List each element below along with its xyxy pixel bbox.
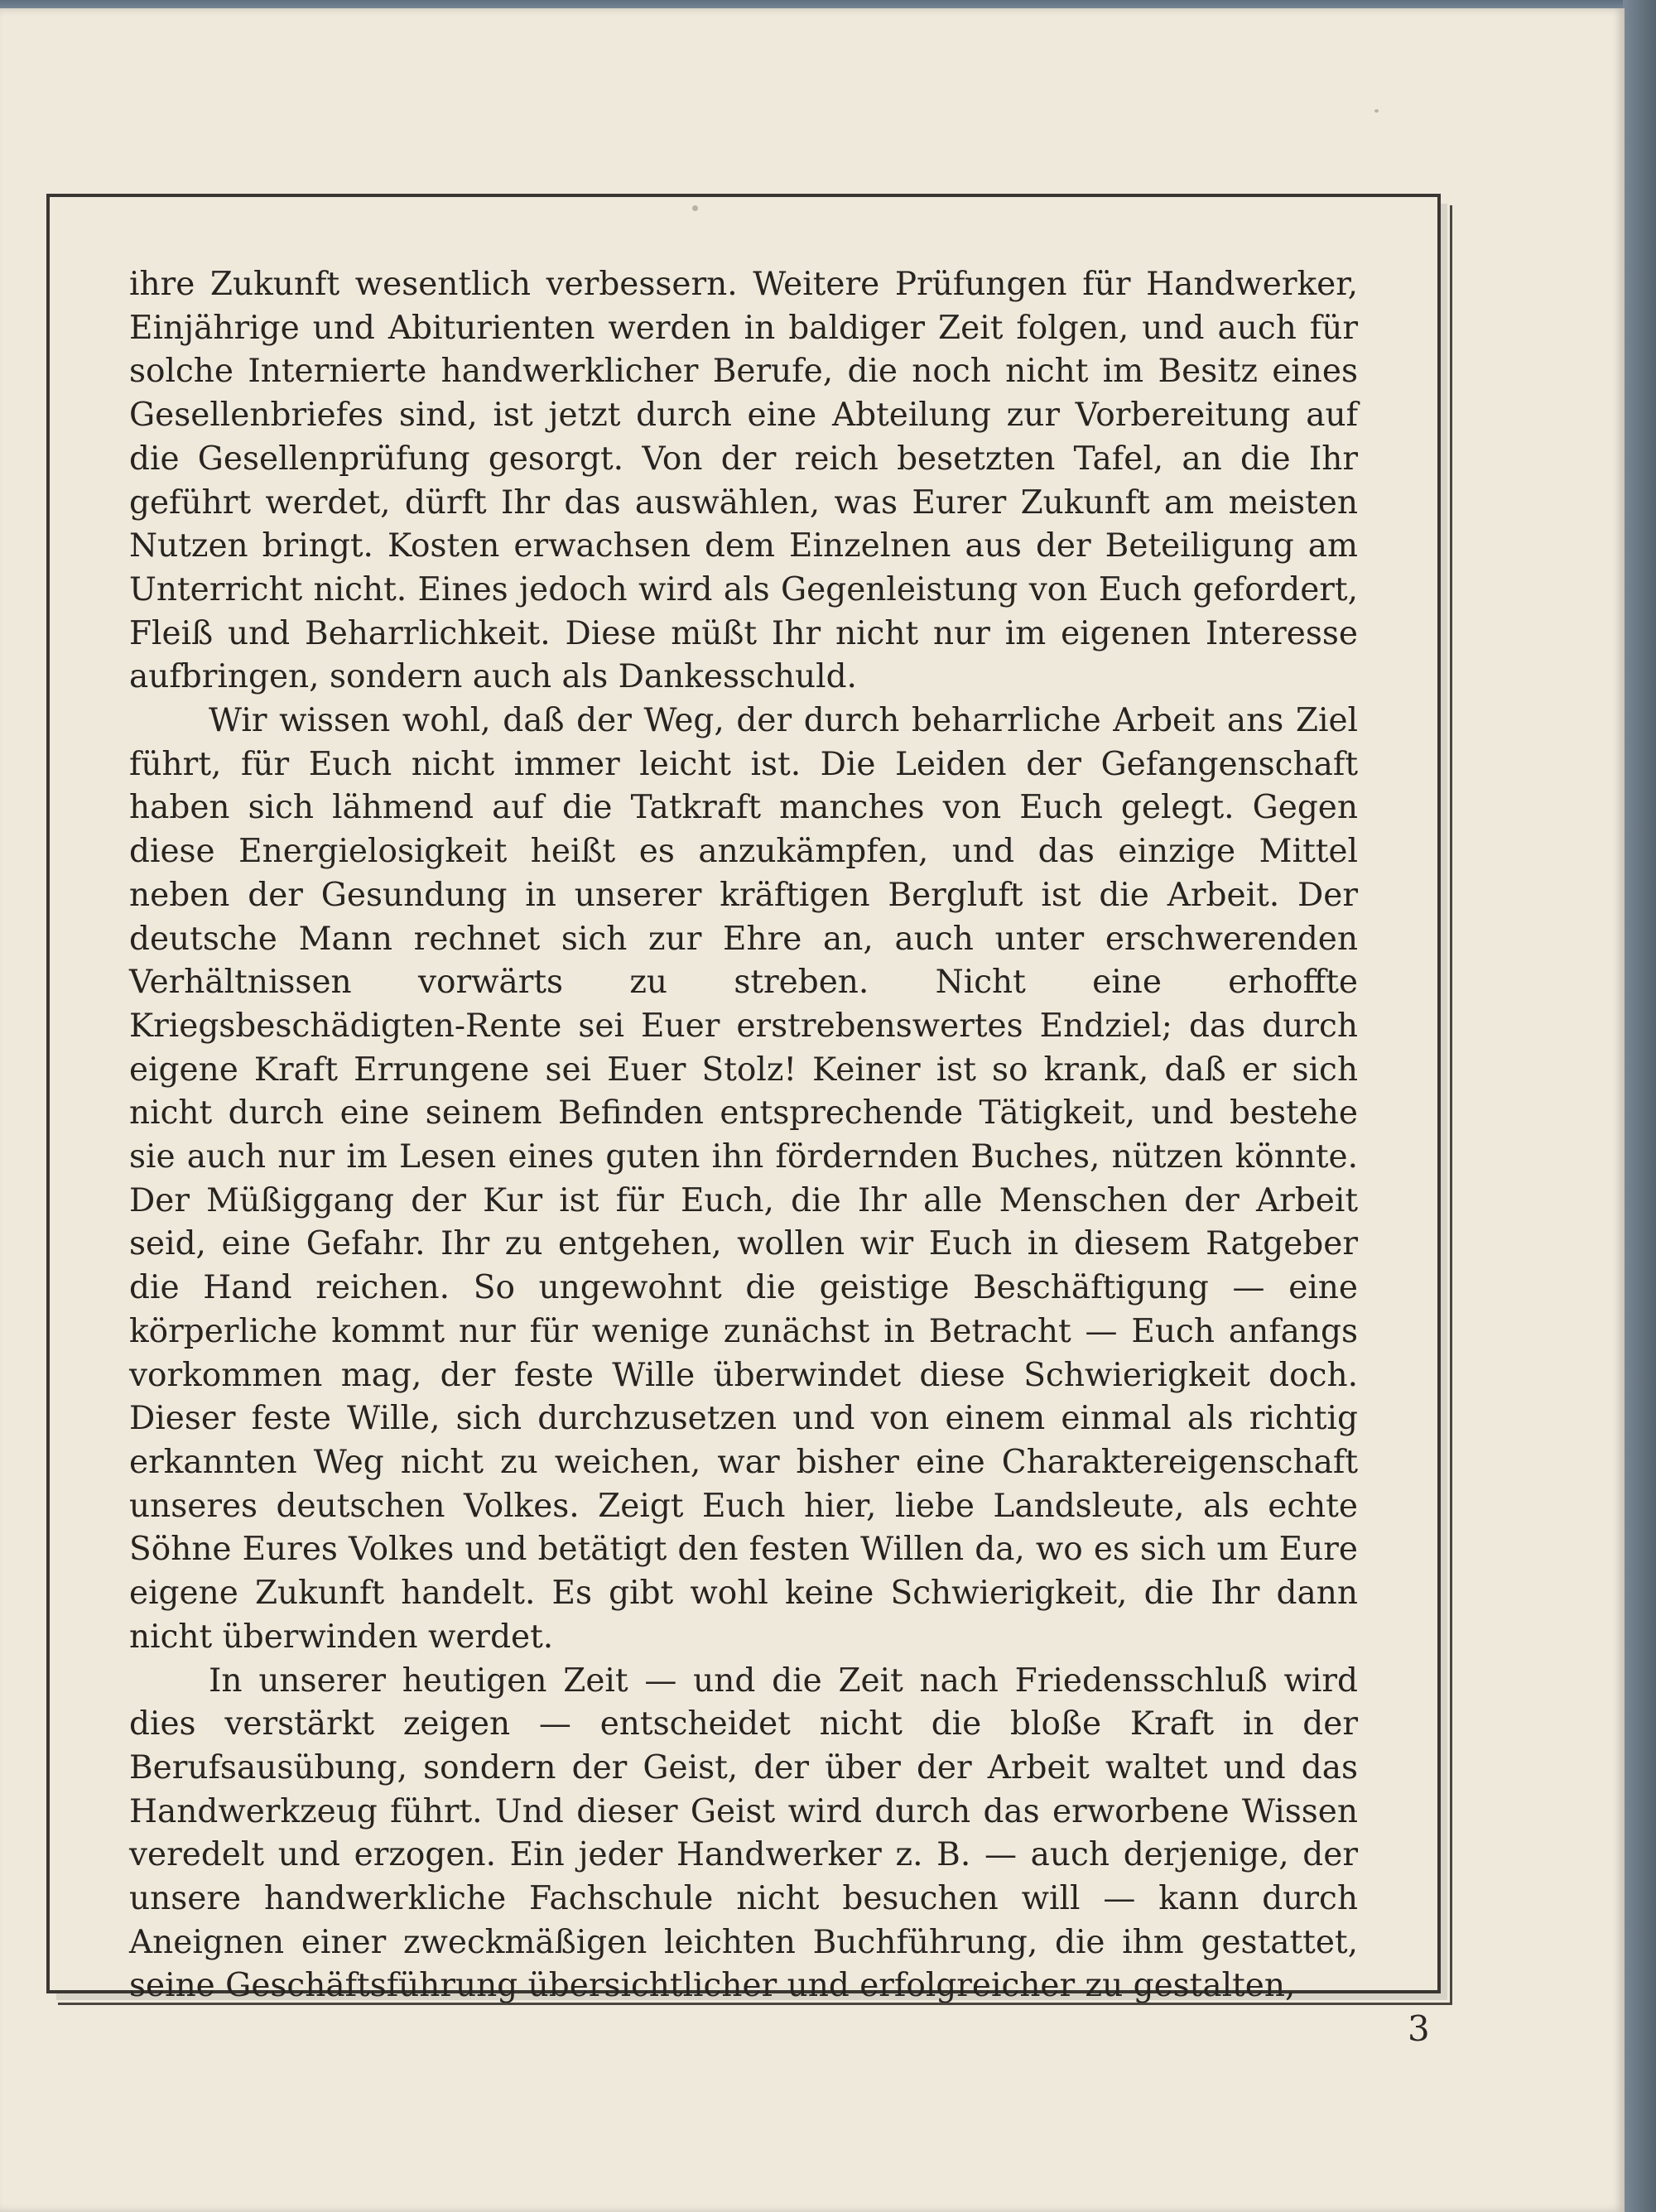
paragraph-2: Wir wissen wohl, daß der Weg, der durch beharrliche Arbeit ans Ziel führt, für Euch nicht immer leicht ist. Die Leiden der Gefangenschaft haben sich lähmend auf die Tatkraft manches von Euch gelegt. Gegen diese Energielosigkeit heißt es anzukämpfen, und das einzige Mittel neben der Gesundung in unserer kräftigen Bergluft ist die Arbeit. Der deutsche Mann rechnet sich zur Ehre an, auch unter erschwerenden Verhältnissen vorwärts zu streben. Nicht eine erhoffte Kriegsbeschädigten-Rente sei Euer erstrebenswertes Endziel; das durch eigene Kraft Errungene sei Euer Stolz! Keiner ist so krank, daß er sich nicht durch eine seinem Befinden entsprechende Tätigkeit, und bestehe sie auch nur im Lesen eines guten ihn fördernden Buches, nützen könnte. Der Müßiggang der Kur ist für Euch, die Ihr alle Menschen der Arbeit seid, eine Gefahr. Ihr zu entgehen, wollen wir Euch in diesem Ratgeber die Hand reichen. So ungewohnt die geistige Beschäftigung — eine körperliche kommt nur für wenige zunächst in Betracht — Euch anfangs vorkommen mag, der feste Wille überwindet diese Schwierigkeit doch. Dieser feste Wille, sich durchzusetzen und von einem einmal als richtig erkannten Weg nicht zu weichen, war bisher eine Charaktereigenschaft unseres deutschen Volkes. Zeigt Euch hier, liebe Landsleute, als echte Söhne Eures Volkes und betätigt den festen Willen da, wo es sich um Eure eigene Zukunft handelt. Es gibt wohl keine Schwierigkeit, die Ihr dann nicht überwinden werdet. (129, 702, 1358, 1656)
paragraph-1: ihre Zukunft wesentlich verbessern. Weitere Prüfungen für Handwerker, Einjährige und Abiturienten werden in baldiger Zeit folgen, und auch für solche Internierte handwerklicher Berufe, die noch nicht im Besitz eines Gesellenbriefes sind, ist jetzt durch eine Abteilung zur Vorbereitung auf die Gesellenprüfung gesorgt. Von der reich besetzten Tafel, an die Ihr geführt werdet, dürft Ihr das auswählen, was Eurer Zukunft am meisten Nutzen bringt. Kosten erwachsen dem Einzelnen aus der Beteiligung am Unterricht nicht. Eines jedoch wird als Gegenleistung von Euch gefordert, Fleiß und Beharrlichkeit. Diese müßt Ihr nicht nur im eigenen Interesse aufbringen, sondern auch als Dankesschuld. (129, 266, 1358, 696)
body-text (129, 263, 1358, 2008)
text-frame (46, 194, 1441, 2005)
page-number: 3 (1408, 2008, 1430, 2049)
book-page (0, 8, 1625, 2212)
book-cover-edge-right (1623, 0, 1656, 2212)
paragraph-3: In unserer heutigen Zeit — und die Zeit nach Friedensschluß wird dies verstärkt zeigen — entscheidet nicht die bloße Kraft in der Berufsausübung, sondern der Geist, der über der Arbeit waltet und das Handwerkzeug führt. Und dieser Geist wird durch das erworbene Wissen veredelt und erzogen. Ein jeder Handwerker z. B. — auch derjenige, der unsere handwerkliche Fachschule nicht besuchen will — kann durch Aneignen einer zweckmäßigen leichten Buchführung, die ihm gestattet, seine Geschäftsführung übersichtlicher und erfolgreicher zu gestalten, (129, 1661, 1358, 2005)
dust-speck (1374, 109, 1379, 113)
